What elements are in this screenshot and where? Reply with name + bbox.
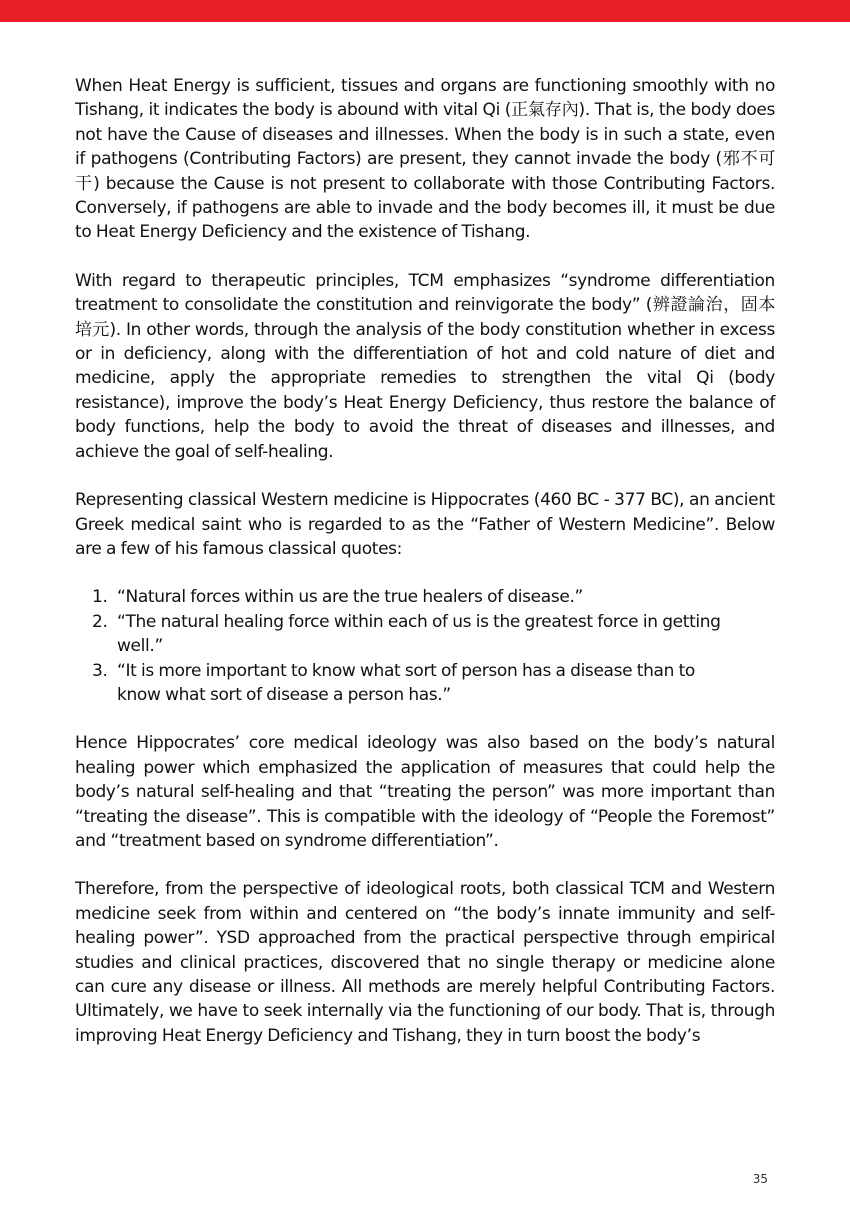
top-accent-bar: [0, 0, 850, 22]
hippocrates-quotes-list: [75, 585, 775, 707]
paragraph-hippocrates-intro: Representing classical Western medicine is Hippocrates (460 BC - 377 BC), an ancient Greek medical saint who is regarded to as the “Father of Western Medicine”. Below are a few of his famous classical quotes:: [75, 490, 775, 559]
paragraph-ideological-roots: Therefore, from the perspective of ideological roots, both classical TCM and Western medicine seek from within and centered on “the body’s innate immunity and self-healing power”. YSD approached from the practical perspective through empirical studies and clinical practices, discovered that no single therapy or medicine alone can cure any disease or illness. All methods are merely helpful Contributing Factors. Ultimately, we have to seek internally via the functioning of our body. That is, through improving Heat Energy Deficiency and Tishang, they in turn boost the body’s: [75, 879, 775, 1046]
page-number: 35: [752, 1172, 768, 1186]
list-item-number: 1.: [92, 587, 108, 608]
list-item-number: 2.: [92, 611, 108, 632]
list-item-text: “The natural healing force within each of us is the greatest force in getting well.”: [117, 611, 721, 657]
page-content: [75, 74, 775, 1072]
list-item: [75, 610, 775, 659]
list-item-text: “Natural forces within us are the true healers of disease.”: [117, 587, 583, 608]
list-item-number: 3.: [92, 660, 108, 681]
list-item: [75, 585, 775, 609]
paragraph-therapeutic-principles: With regard to therapeutic principles, TCM emphasizes “syndrome differentiation treatment to consolidate the constitution and reinvigorate the body” (辨證論治，固本培元). In other words, through the analysis of the body constitution whether in excess or in deficiency, along with the differentiation of hot and cold nature of diet and medicine, apply the appropriate remedies to strengthen the vital Qi (body resistance), improve the body’s Heat Energy Deficiency, thus restore the balance of body functions, help the body to avoid the threat of diseases and illnesses, and achieve the goal of self-healing.: [75, 270, 775, 462]
list-item-text: “It is more important to know what sort of person has a disease than to know what sort of disease a person has.”: [117, 660, 695, 705]
paragraph-hippocrates-ideology: Hence Hippocrates’ core medical ideology was also based on the body’s natural healing power which emphasized the application of measures that could help the body’s natural self-healing and that “treating the person” was more important than “treating the disease”. This is compatible with the ideology of “People the Foremost” and “treatment based on syndrome differentiation”.: [75, 733, 775, 851]
list-item: [75, 659, 775, 708]
paragraph-heat-energy: When Heat Energy is sufficient, tissues and organs are functioning smoothly with no Tishang, it indicates the body is abound with vital Qi (正氣存內). That is, the body does not have the Cause of diseases and illnesses. When the body is in such a state, even if pathogens (Contributing Factors) are present, they cannot invade the body (邪不可干) because the Cause is not present to collaborate with those Contributing Factors. Conversely, if pathogens are able to invade and the body becomes ill, it must be due to Heat Energy Deficiency and the existence of Tishang.: [75, 76, 775, 243]
